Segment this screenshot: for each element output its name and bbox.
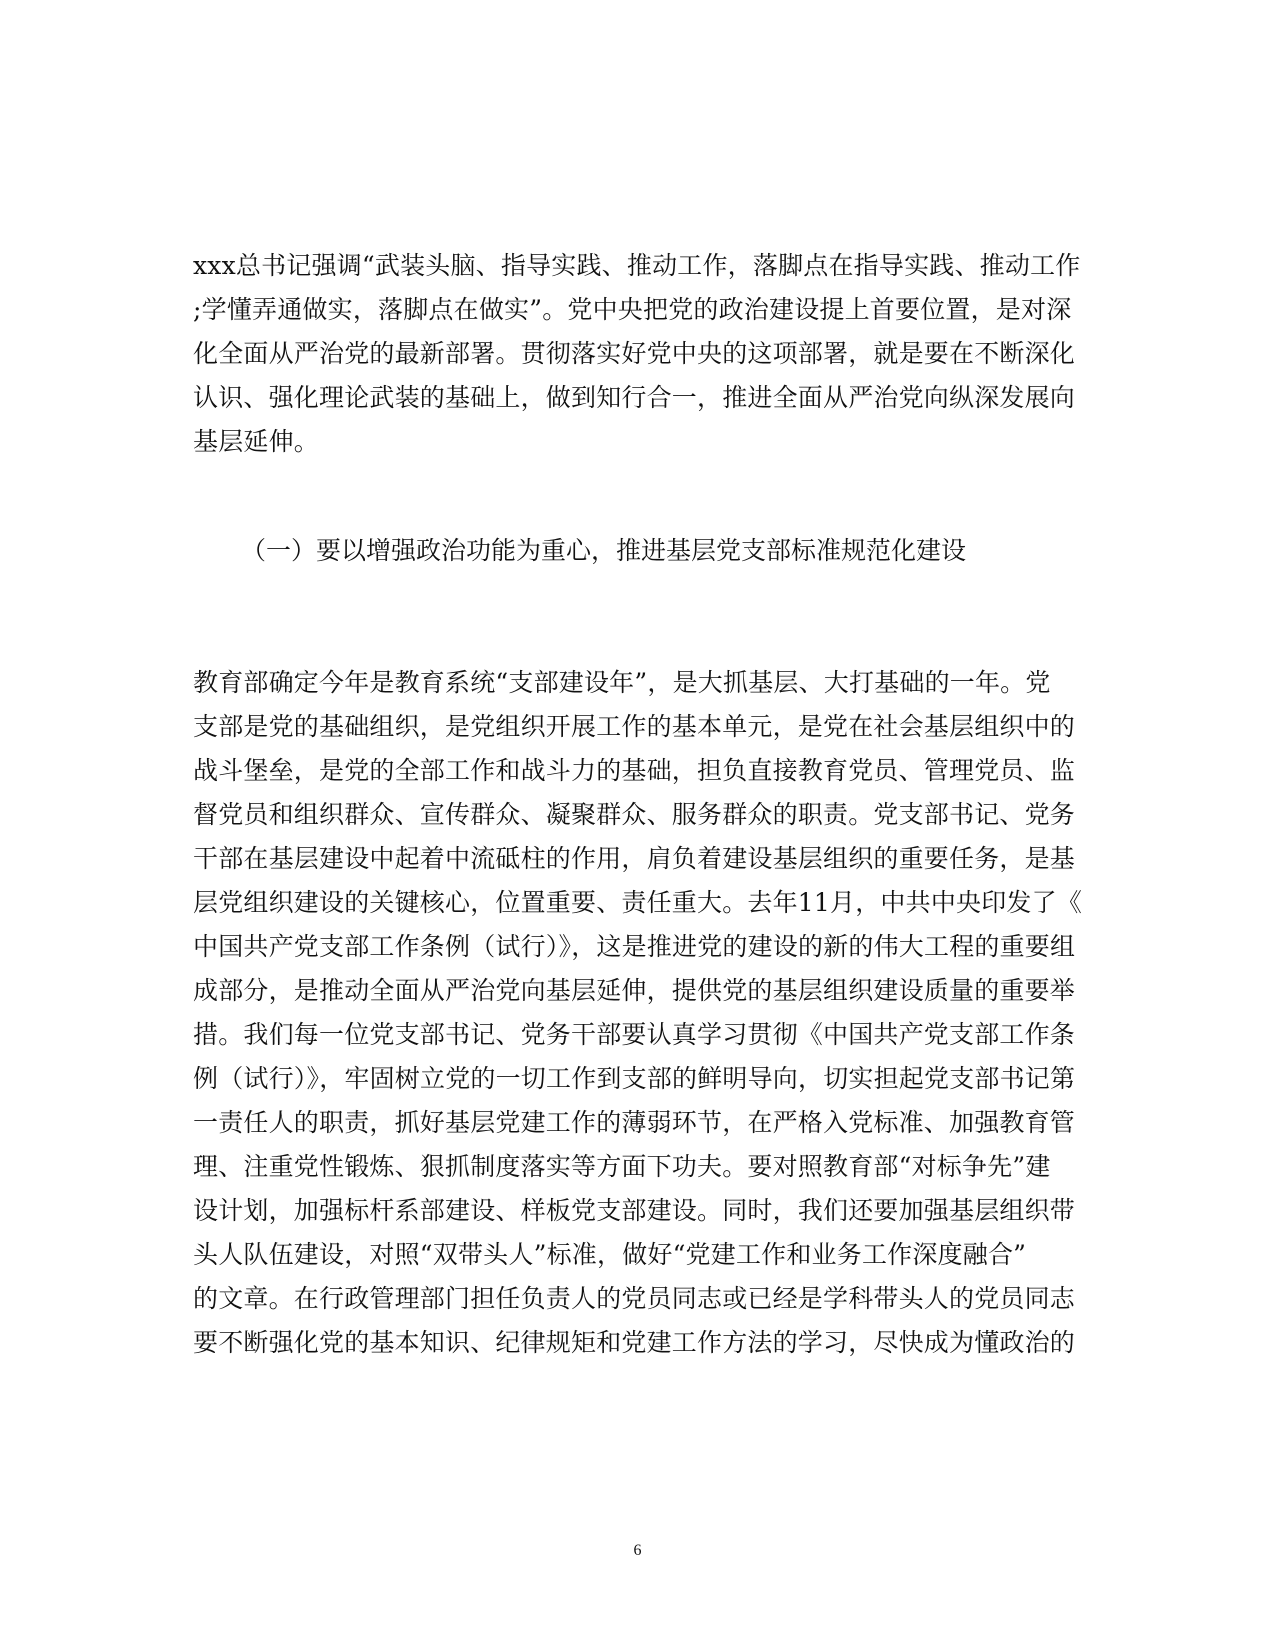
text-line: 成部分，是推动全面从严治党向基层延伸，提供党的基层组织建设质量的重要举 [193,976,1076,1005]
text-line: 理、注重党性锻炼、狠抓制度落实等方面下功夫。要对照教育部“对标争先”建 [193,1152,1051,1181]
text-line: 支部是党的基础组织，是党组织开展工作的基本单元，是党在社会基层组织中的 [193,712,1076,741]
text-line: 认识、强化理论武装的基础上，做到知行合一，推进全面从严治党向纵深发展向 [193,383,1076,412]
text-line: 督党员和组织群众、宣传群众、凝聚群众、服务群众的职责。党支部书记、党务 [193,800,1076,829]
text-line: 中国共产党支部工作条例（试行）》，这是推进党的建设的新的伟大工程的重要组 [193,932,1076,961]
text-line: 例（试行）》，牢固树立党的一切工作到支部的鲜明导向，切实担起党支部书记第 [193,1064,1076,1093]
text-line: 战斗堡垒，是党的全部工作和战斗力的基础，担负直接教育党员、管理党员、监 [193,756,1076,785]
page-number: 6 [633,1542,642,1559]
text-line: 教育部确定今年是教育系统“支部建设年”，是大抓基层、大打基础的一年。党 [193,668,1051,697]
text-line: 的文章。在行政管理部门担任负责人的党员同志或已经是学科带头人的党员同志 [193,1284,1076,1313]
text-line: 基层延伸。 [193,427,320,456]
text-line: 层党组织建设的关键核心，位置重要、责任重大。去年11月，中共中央印发了《 [193,888,1083,917]
text-line: 措。我们每一位党支部书记、党务干部要认真学习贯彻《中国共产党支部工作条 [193,1020,1076,1049]
text-line: 化全面从严治党的最新部署。贯彻落实好党中央的这项部署，就是要在不断深化 [193,339,1076,368]
text-line: 设计划，加强标杆系部建设、样板党支部建设。同时，我们还要加强基层组织带 [193,1196,1076,1225]
section-heading: （一）要以增强政治功能为重心，推进基层党支部标准规范化建设 [241,536,967,565]
text-line: 一责任人的职责，抓好基层党建工作的薄弱环节，在严格入党标准、加强教育管 [193,1108,1076,1137]
text-line: 头人队伍建设，对照“双带头人”标准，做好“党建工作和业务工作深度融合” [193,1240,1027,1269]
text-line: 要不断强化党的基本知识、纪律规矩和党建工作方法的学习，尽快成为懂政治的 [193,1328,1076,1357]
text-line: xxx总书记强调“武装头脑、指导实践、推动工作，落脚点在指导实践、推动工作 [193,251,1081,280]
text-line: ;学懂弄通做实，落脚点在做实”。党中央把党的政治建设提上首要位置，是对深 [193,295,1072,324]
text-line: 干部在基层建设中起着中流砥柱的作用，肩负着建设基层组织的重要任务，是基 [193,844,1076,873]
